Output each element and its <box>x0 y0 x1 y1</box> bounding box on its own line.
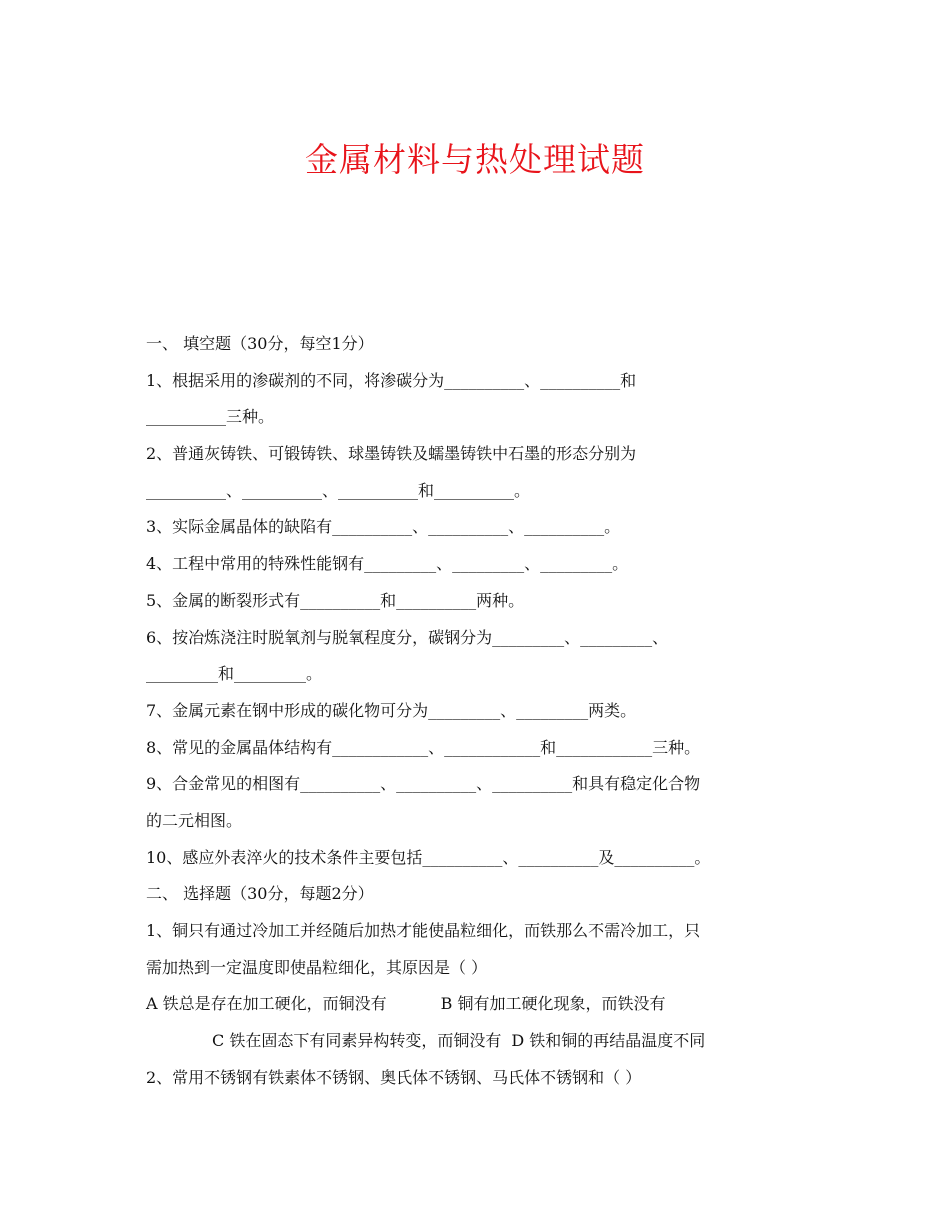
question-line: 3、实际金属晶体的缺陷有__________、__________、__________。 <box>146 517 621 537</box>
question-line: 1、铜只有通过冷加工并经随后加热才能使晶粒细化，而铁那么不需冷加工，只 <box>146 921 701 940</box>
question-line: 8、常见的金属晶体结构有____________、____________和____________三种。 <box>146 737 701 757</box>
options-row <box>146 1023 806 1060</box>
question-line: 6、按冶炼浇注时脱氧剂与脱氧程度分，碳钢分为_________、_________、 <box>146 627 669 647</box>
question-line: 9、合金常见的相图有__________、__________、__________和具有稳定化合物 <box>146 774 701 794</box>
question-line: 4、工程中常用的特殊性能钢有_________、_________、_________。 <box>146 554 629 574</box>
question-line: __________、__________、__________和__________。 <box>146 480 531 500</box>
question-line: 10、感应外表淬火的技术条件主要包括__________、__________及__________。 <box>146 847 711 867</box>
question-line: 5、金属的断裂形式有__________和__________两种。 <box>146 590 525 610</box>
section-heading-multiple-choice: 二、 选择题（30分，每题2分） <box>146 884 374 904</box>
document-title: 金属材料与热处理试题 <box>305 140 645 179</box>
question-line: 1、根据采用的渗碳剂的不同，将渗碳分为__________、__________和 <box>146 370 637 390</box>
option-b: B 铜有加工硬化现象，而铁没有 <box>440 994 666 1014</box>
options-row <box>146 986 806 1023</box>
section-heading-fill-in: 一、 填空题（30分，每空1分） <box>146 334 374 353</box>
option-c: C 铁在固态下有同素异构转变，而铜没有 <box>212 1031 502 1051</box>
question-line: __________三种。 <box>146 407 275 427</box>
option-d: D 铁和铜的再结晶温度不同 <box>511 1031 706 1051</box>
question-line: _________和_________。 <box>146 664 323 684</box>
question-line: 2、普通灰铸铁、可锻铸铁、球墨铸铁及蠕墨铸铁中石墨的形态分别为 <box>146 444 637 464</box>
question-line: 2、常用不锈钢有铁素体不锈钢、奥氏体不锈钢、马氏体不锈钢和（ ） <box>146 1067 642 1087</box>
question-line: 7、金属元素在钢中形成的碳化物可分为_________、_________两类。 <box>146 700 637 720</box>
document-body <box>146 326 806 1096</box>
question-line: 的二元相图。 <box>146 810 243 830</box>
question-line: 需加热到一定温度即使晶粒细化，其原因是（ ） <box>146 957 488 977</box>
option-a: A 铁总是存在加工硬化，而铜没有 <box>146 994 387 1014</box>
